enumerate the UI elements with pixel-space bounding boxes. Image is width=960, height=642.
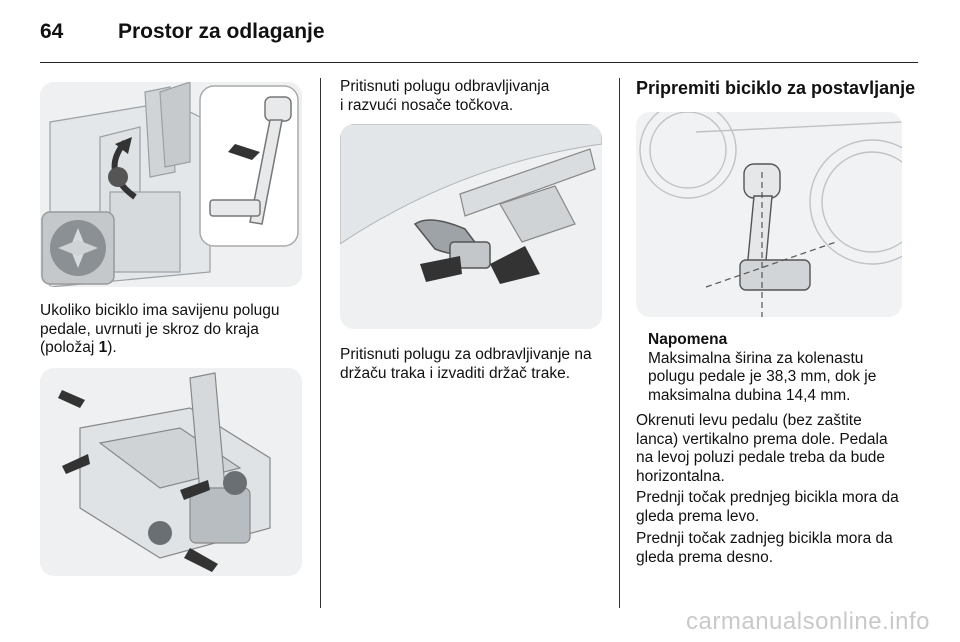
note-box — [648, 331, 910, 405]
page-header — [40, 20, 920, 50]
middle-paragraph-1-line-2: i razvući nosače točkova. — [340, 96, 514, 114]
left-paragraph-1 — [40, 302, 310, 358]
right-paragraph-2: Prednji točak prednjeg bicikla mora da gleda prema levo. — [636, 489, 899, 525]
note-text: Maksimalna širina za kolenastu polugu pedale je 38,3 mm, dok je maksimalna dubina 14,4 mm. — [648, 349, 877, 404]
column-divider-left — [320, 78, 321, 608]
left-paragraph-1-text: Ukoliko biciklo ima savijenu polugu pedale, uvrnuti je skroz do kraja — [40, 302, 280, 338]
figure-carrier-arms — [40, 368, 302, 576]
position-number: 1 — [98, 339, 108, 356]
page-number: 64 — [40, 20, 64, 43]
figure-strap-holder — [340, 124, 602, 329]
section-title: Pripremiti biciklo za postavljanje — [636, 78, 916, 98]
watermark: carmanualsonline.info — [686, 608, 930, 635]
right-paragraph-1: Okrenuti levu pedalu (bez zaštite lanca) vertikalno prema dole. Pedala na levoj poluzi pedale treba da bude horizontalna. — [636, 412, 888, 485]
middle-paragraph-1-line-1: Pritisnuti polugu odbravljivanja — [340, 78, 550, 95]
note-title: Napomena — [648, 331, 728, 348]
middle-paragraph-2: Pritisnuti polugu za odbravljivanje na držaču traka i izvaditi držač trake. — [340, 346, 592, 382]
figure-folding-pedal-lever — [40, 82, 302, 287]
position-suffix: ). — [107, 339, 117, 356]
header-rule — [40, 62, 918, 63]
position-prefix: (položaj — [40, 339, 99, 356]
right-paragraph-3: Prednji točak zadnjeg bicikla mora da gleda prema desno. — [636, 530, 893, 566]
column-divider-right — [619, 78, 620, 608]
chapter-title: Prostor za odlaganje — [118, 20, 325, 43]
figure-pedal-position — [636, 112, 902, 317]
middle-paragraph-1 — [340, 78, 610, 115]
